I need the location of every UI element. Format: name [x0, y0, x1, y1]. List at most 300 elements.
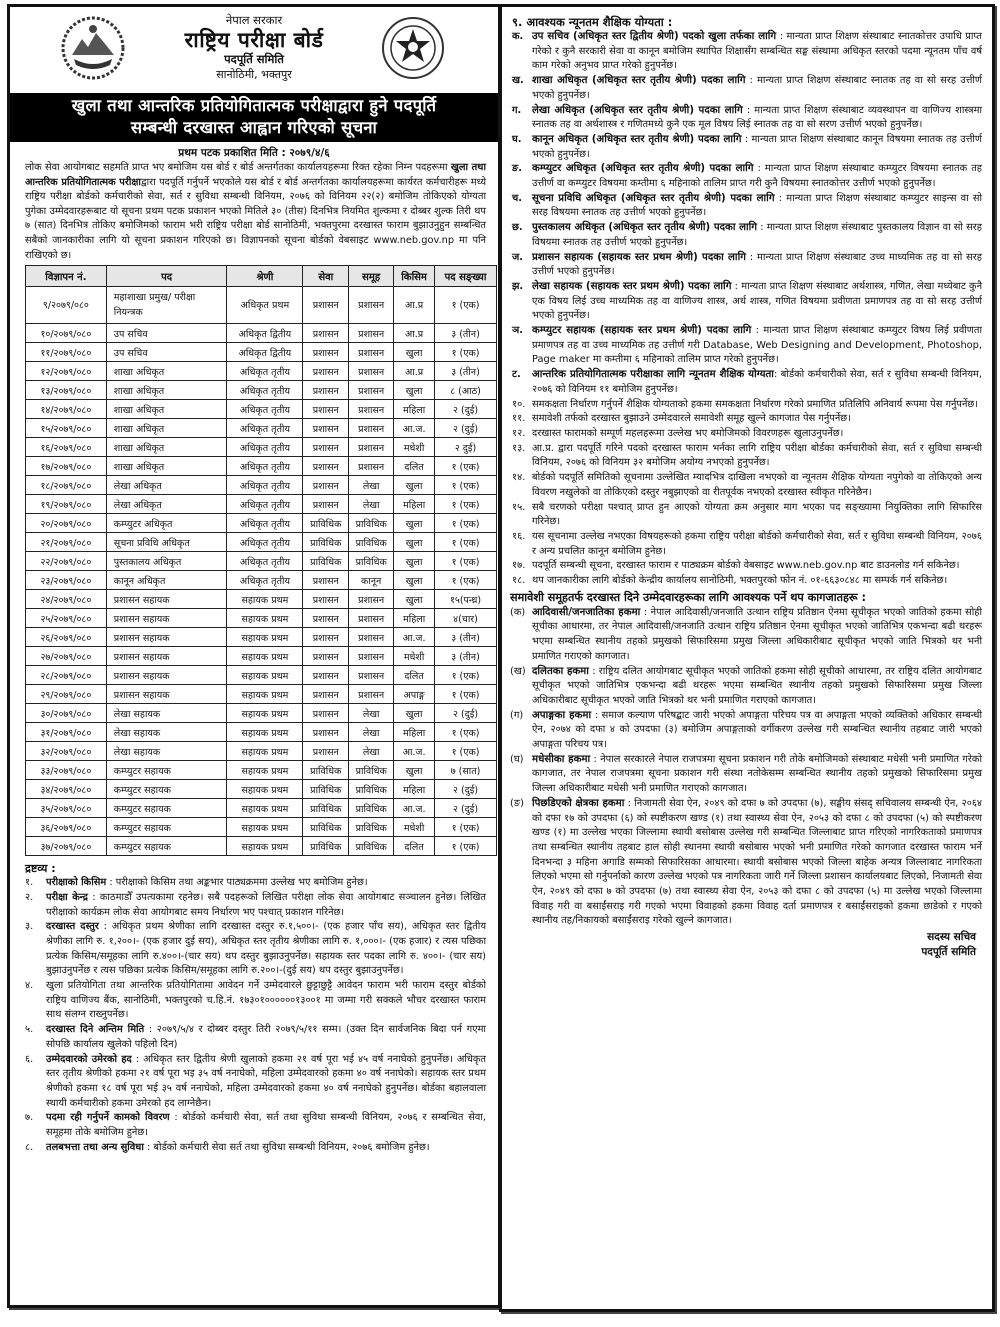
general-note-item [510, 471, 982, 500]
ad-number-cell: ३१/२०७९/०८० [26, 723, 107, 742]
ad-number-cell: ९/२०७९/०८० [26, 287, 107, 324]
item-title: आदिवासी/जनजातिका हकमा [532, 606, 641, 618]
table-row [26, 628, 497, 647]
col-header-service: सेवा [303, 266, 349, 287]
service-cell: प्राविधिक [303, 533, 349, 552]
general-note-item [510, 501, 982, 530]
level-cell: अधिकृत द्वितीय [227, 324, 303, 343]
post-count-cell: २ (दुई) [435, 799, 497, 818]
type-cell: खुला [394, 343, 435, 362]
type-cell: महिला [394, 609, 435, 628]
item-title: लेखा सहायक (सहायक स्तर प्रथम श्रेणी) पदका लागि [532, 280, 732, 292]
ad-number-cell: १३/२०७९/०८० [26, 381, 107, 400]
level-cell: अधिकृत तृतीय [227, 457, 303, 476]
neb-logo-icon [380, 15, 446, 81]
type-cell: मधेशी [394, 438, 435, 457]
banner-line-1: खुला तथा आन्तरिक प्रतियोगितात्मक परीक्षाद्वारा हुने पदपूर्ति [71, 96, 437, 115]
post-name-cell: कम्प्युटर सहायक [106, 799, 227, 818]
note-item [25, 1023, 486, 1052]
level-cell: अधिकृत तृतीय [227, 571, 303, 590]
signature-line-2: पदपूर्ति समिति [921, 946, 976, 959]
item-number: १३. [512, 442, 526, 454]
board-address: सानोठिमी, भक्तपुर [216, 68, 292, 81]
item-text: : मान्यता प्राप्त शिक्षण संस्थाबाट कम्प्युटर साइन्स वा सो सरह विषयमा स्नातक तह उत्तीर्ण भएको हुनुपर्नेछ। [532, 192, 982, 219]
inclusive-document-item [510, 709, 982, 753]
item-number: १२. [512, 427, 526, 439]
item-text: : मान्यता प्राप्त शिक्षण संस्थाबाट उच्च माध्यमिक तह वा सो सरह उत्तीर्ण भएको हुनुपर्नेछ। [532, 251, 982, 278]
post-count-cell: २ (दुई) [435, 400, 497, 419]
item-number: ६. [25, 1053, 34, 1065]
publication-date: प्रथम पटक प्रकाशित मिति : २०७९/४/६ [178, 147, 330, 159]
item-number: १७. [512, 560, 526, 572]
item-title: दरखास्त दस्तुर [46, 921, 99, 933]
item-text: खुला प्रतियोगिता तथा आन्तरिक प्रतियोगितामा आवेदन गर्ने उम्मेदवारले छुट्टाछुट्टै आवेदन फाराम भरी फाराम दस्तुर बोर्डको राष्ट्रिय वाणिज्य बैंक, सानोठिमी, भक्तपुरको च.हि.नं. १७३०१००००००१३००१ मा जम्मा गरी सक्कले भौचर दरखास्त फाराम साथ संलग्न राख्नुपर्नेछ। [46, 980, 486, 1021]
service-cell: प्रशासन [303, 343, 349, 362]
group-cell: प्रशासन [349, 343, 394, 362]
ad-number-cell: ३२/२०७९/०८० [26, 742, 107, 761]
post-count-cell: २ दुई) [435, 438, 497, 457]
signature-block [510, 930, 982, 960]
item-number: १०. [512, 398, 526, 410]
table-row [26, 495, 497, 514]
service-cell: प्राविधिक [303, 514, 349, 533]
table-row [26, 704, 497, 723]
ad-number-cell: २५/२०७९/०८० [26, 609, 107, 628]
qualification-item [510, 162, 982, 191]
ad-number-cell: ३०/२०७९/०८० [26, 704, 107, 723]
post-name-cell: लेखा सहायक [106, 723, 227, 742]
item-text: : अधिकृत स्तर द्वितीय श्रेणी खुलाको हकमा २१ वर्ष पूरा भई ४५ वर्ष ननाघेको हुनुपर्नेछ। अधिकृत स्तर तृतीय श्रेणीको हकमा २१ वर्ष पूरा भइ ३५ वर्ष ननाघेको, महिला उम्मेदवारको हकमा ४० वर्ष ननाघेको। सहायक स्तर प्रथम श्रेणीको हकमा १८ वर्ष पूरा भई ३५ वर्ष ननाघेको, महिला उम्मेदवारको हकमा ४० वर्ष ननाघेको हुनुपर्नेछ। बोर्डका बहालवाला स्थायी कर्मचारीको हकमा उमेरको हद लाग्नेछैन। [46, 1053, 486, 1109]
item-number: च. [512, 192, 522, 204]
group-cell: प्रशासन [349, 609, 394, 628]
group-cell: प्रशासन [349, 590, 394, 609]
item-text: बोर्डको पदपूर्ति समितिको सूचनामा उल्लेखित म्यादभित्र दाखिला नभएको वा न्यूनतम शैक्षिक योग्यता नपुगेको वा तोकिएको अन्य विवरण नखुलेको वा तोकिएको दस्तुर नबुझाएको वा रीतपूर्वक नभएको दरखास्त स्वीकृत गरिनेछैन। [532, 472, 982, 498]
signature-line-1: सदस्य सचिव [927, 931, 976, 944]
ad-number-cell: २२/२०७९/०८० [26, 552, 107, 571]
level-cell: अधिकृत तृतीय [227, 476, 303, 495]
group-cell: प्रशासन [349, 685, 394, 704]
type-cell: महिला [394, 495, 435, 514]
table-row [26, 533, 497, 552]
table-row [26, 476, 497, 495]
note-item [25, 920, 486, 979]
type-cell: खुला [394, 761, 435, 780]
service-cell: प्रशासन [303, 609, 349, 628]
item-title: परीक्षा केन्द्र [46, 891, 88, 903]
table-row [26, 723, 497, 742]
item-number: घ. [512, 133, 522, 145]
item-number: ग. [512, 104, 522, 116]
ad-number-cell: २९/२०७९/०८० [26, 685, 107, 704]
item-number: ८. [25, 1141, 34, 1153]
ad-number-cell: १७/२०७९/०८० [26, 457, 107, 476]
type-cell: दलित [394, 837, 435, 856]
item-text: दरखास्त फारामको सम्पूर्ण महलहरूमा उल्लेख भए बमोजिमको विवरणहरू खुलाउनुपर्नेछ। [532, 427, 844, 439]
type-cell: आ.ज. [394, 419, 435, 438]
col-header-level: श्रेणी [227, 266, 303, 287]
ad-number-cell: ३५/२०७९/०८० [26, 799, 107, 818]
item-text: : काठमाडौँ उपत्यकामा रहनेछ। सबै पदहरूको लिखित परीक्षा लोक सेवा आयोगबाट सञ्चालन हुनेछ। लिखित परीक्षाको कार्यक्रम लोक सेवा आयोगबाट समय निर्धारण भए पश्चात् प्रकाशन गरिनेछ। [46, 891, 486, 918]
service-cell: प्रशासन [303, 647, 349, 666]
notice-title-banner [10, 93, 498, 142]
item-number: १४. [512, 472, 526, 484]
inclusive-document-item [510, 665, 982, 709]
ad-number-cell: २८/२०७९/०८० [26, 666, 107, 685]
note-item [25, 876, 486, 891]
table-row [26, 647, 497, 666]
item-number: ३. [25, 921, 34, 933]
ad-number-cell: १०/२०७९/०८० [26, 324, 107, 343]
item-text: : निजामती सेवा ऐन, २०४९ को दफा ७ को उपदफा (७), सङ्घीय संसद् सचिवालय सम्बन्धी ऐन, २०६४ को दफा १७ को उपदफा (६) को स्पष्टीकरण खण्ड (१) तथा स्वास्थ्य सेवा ऐन, २०५३ को दफा ८ को उपदफा (५) को स्पष्टीकरण खण्ड (१) मा उल्लेख भएका जिल्लामा स्थायी बसोबास उल्लेख गरी सम्बन्धित जिल्लाबाट प्राप्त गरिएको नागरिकताको प्रमाणपत्र तथा सम्बन्धित स्थानीय तहबाट हाल सोही स्थानमा स्थायी बसोबास भएको भनी प्रमाणित गरेको कागजात दरखास्त फाराम भर्ने दिनभन्दा ३ महिना अगाडि सम्मको सिफारिसका आधारमा। स्थायी बसोबास भएको जिल्ला बाहेक अन्यत्र जिल्लाबाट नागरिकता लिएको भएमा सो गर्नुपर्नाको कारण उल्लेख भएको पत्र नागरिकता जारी गर्ने जिल्ला प्रशासन कार्यालयबाट लिएको, निजामती सेवा ऐन, २०४९ को दफा ७ को उपदफा (७) तथा स्वास्थ्य सेवा ऐन, २०५३ को दफा ८ को उपदफा (५) मा उल्लेख भएको जिल्लामा विवाह गरी वा बसाईंसराइ गरी गएको भएमा विवाहको हकमा विवाह दर्ता प्रमाणपत्र र बसाईंसराइको हकमा छाडेको र गएको स्थानीय तह/निकायको बसाईंसराइ गरेको खुल्ने कागजात। [532, 797, 983, 927]
ad-number-cell: २१/२०७९/०८० [26, 533, 107, 552]
general-notes-list [510, 398, 982, 589]
general-note-item [510, 398, 982, 413]
col-header-post: पद [106, 266, 227, 287]
post-count-cell: २ (दुई) [435, 419, 497, 438]
post-name-cell: प्रशासन सहायक [106, 685, 227, 704]
committee-name: पदपूर्ति समिति [224, 52, 284, 66]
level-cell: अधिकृत तृतीय [227, 495, 303, 514]
level-cell: सहायक प्रथम [227, 628, 303, 647]
type-cell: मधेशी [394, 818, 435, 837]
post-count-cell: १ (एक) [435, 666, 497, 685]
type-cell: मधेशी [394, 647, 435, 666]
level-cell: अधिकृत तृतीय [227, 552, 303, 571]
level-cell: अधिकृत तृतीय [227, 438, 303, 457]
ad-number-cell: २३/२०७९/०८० [26, 571, 107, 590]
post-name-cell: कम्प्युटर सहायक [106, 818, 227, 837]
post-count-cell: १ (एक) [435, 476, 497, 495]
service-cell: प्रशासन [303, 419, 349, 438]
item-text: : राष्ट्रिय दलित आयोगबाट सूचीकृत भएको जातिको हकमा सोही सूचीको आधारमा, तर राष्ट्रिय दलित आयोगबाट सूचीकृत भएको जातिभित्र एकभन्दा बढी थरहरू भएमा सम्बन्धित स्थानीय तहको प्रमुखको सिफारिसमा प्रमुख जिल्ला अधिकारीबाट सूचीकृत भएको जाति भित्रको थर भनी प्रमाणित गराएको कागजात। [532, 665, 982, 706]
type-cell: दलित [394, 457, 435, 476]
item-title: उप सचिव (अधिकृत स्तर द्वितीय श्रेणी) पदको खुला तर्फका लागि [532, 31, 777, 42]
item-number: क. [512, 31, 524, 42]
level-cell: सहायक प्रथम [227, 590, 303, 609]
type-cell: खुला [394, 514, 435, 533]
item-number: १६. [512, 530, 526, 542]
type-cell: आ.प्र [394, 287, 435, 324]
group-cell: कानून [349, 571, 394, 590]
intro-text-1: लोक सेवा आयोगबाट सहमति प्राप्त भए बमोजिम यस बोर्ड र बोर्ड अन्तर्गतका कार्यालयहरूमा रिक्त रहेका निम्न पदहरूमा [25, 162, 451, 173]
post-count-cell: ३ (तीन) [435, 324, 497, 343]
item-text: : मान्यता प्राप्त शिक्षण संस्थाबाट अर्थशास्त्र, गणित, लेखा मध्येबाट कुनै एक विषय लिई उच्च माध्यमिक तह वा वाणिज्य शास्त्र, अर्थ शास्त्र, गणित विषयमा प्रवीणता प्रमाणपत्र तह वा सो सरह उत्तीर्ण भएको हुनुपर्नेछ। [532, 280, 983, 322]
item-text: : मान्यता प्राप्त शिक्षण संस्थाबाट कानून विषयमा स्नातक तह उत्तीर्ण भएको हुनुपर्नेछ। [532, 133, 982, 160]
item-number: (क) [510, 606, 526, 618]
group-cell: प्रशासन [349, 457, 394, 476]
table-row [26, 761, 497, 780]
qualification-item [510, 280, 982, 324]
post-count-cell: १ (एक) [435, 837, 497, 856]
group-cell: प्रशासन [349, 666, 394, 685]
service-cell: प्राविधिक [303, 552, 349, 571]
group-cell: लेखा [349, 495, 394, 514]
table-row [26, 837, 497, 856]
post-name-cell: कम्प्युटर सहायक [106, 761, 227, 780]
item-number: ख. [512, 75, 524, 87]
table-row [26, 343, 497, 362]
service-cell: प्राविधिक [303, 818, 349, 837]
post-name-cell: शाखा अधिकृत [106, 438, 227, 457]
table-row [26, 799, 497, 818]
post-name-cell: शाखा अधिकृत [106, 400, 227, 419]
level-cell: सहायक प्रथम [227, 704, 303, 723]
item-number: (घ) [510, 753, 524, 765]
general-note-item [510, 427, 982, 442]
table-row [26, 818, 497, 837]
group-cell: लेखा [349, 704, 394, 723]
item-text: : मान्यता प्राप्त शिक्षण संस्थाबाट स्नातक तह वा सो सरह उत्तीर्ण भएको हुनुपर्नेछ। [532, 75, 982, 101]
note-item [25, 1141, 486, 1156]
item-text: : अधिकृत प्रथम श्रेणीका लागि दरखास्त दस्तुर रु.१,५००।- (एक हजार पाँच सय), अधिकृत स्तर द्वितीय श्रेणीका लागि रु. १,२००।- (एक हजार दुई सय), अधिकृत स्तर तृतीय श्रेणीका लागि रु. १,०००।- (एक हजार) र त्यस पछिका प्रत्येक किसिम/समूहका लागि रु.४००।-(चार सय) थप दस्तुर बुझाउनुपर्नेछ। सहायक स्तर पदका लागि रु. ४००।- (चार सय) बुझाउनुपर्नेछ र त्यस पछिका प्रत्येक किसिम/समूहका लागि रु.२००।-(दुई सय) थप दस्तुर बुझाउनुपर्नेछ। [46, 921, 486, 977]
group-cell: प्राविधिक [349, 818, 394, 837]
item-text: : बोर्डको कर्मचारी सेवा, सर्त तथा सुविधा सम्बन्धी विनियम, २०७६ र सम्बन्धित सेवा, समूहमा तोके बमोजिम हुनेछ। [46, 1112, 486, 1139]
table-row [26, 571, 497, 590]
board-name: राष्ट्रिय परीक्षा बोर्ड [184, 28, 324, 52]
table-row [26, 287, 497, 324]
item-title: दलितका हकमा [532, 665, 589, 677]
level-cell: अधिकृत तृतीय [227, 514, 303, 533]
item-text: यस सूचनामा उल्लेख नभएका विषयहरूको हकमा राष्ट्रिय परीक्षा बोर्डको कर्मचारीको सेवा, सर्त र सुविधा सम्बन्धी विनियम, २०७६ र अन्य प्रचलित कानून बमोजिम हुनेछ। [532, 530, 982, 557]
table-row [26, 438, 497, 457]
item-text: : २०७९/५/४ र दोब्बर दस्तुर तिरी २०७९/५/११ सम्म। (उक्त दिन सार्वजनिक बिदा पर्न गएमा सोपछि कार्यालय खुलेको पहिलो दिन) [46, 1024, 486, 1050]
post-count-cell: १ (एक) [435, 723, 497, 742]
general-note-item [510, 574, 982, 589]
service-cell: प्रशासन [303, 438, 349, 457]
post-name-cell: कम्प्युटर सहायक [106, 780, 227, 799]
level-cell: सहायक प्रथम [227, 647, 303, 666]
service-cell: प्रशासन [303, 704, 349, 723]
item-title: पिछडिएको क्षेत्रका हकमा [532, 797, 625, 809]
type-cell: महिला [394, 400, 435, 419]
post-name-cell: शाखा अधिकृत [106, 362, 227, 381]
post-count-cell: ८ (आठ) [435, 381, 497, 400]
table-row [26, 609, 497, 628]
post-name-cell: पुस्तकालय अधिकृत [106, 552, 227, 571]
qualifications-title: ९. आवश्यक न्यूनतम शैक्षिक योग्यता : [512, 15, 673, 29]
level-cell: सहायक प्रथम [227, 609, 303, 628]
item-title: तलबभत्ता तथा अन्य सुविधा [46, 1141, 144, 1153]
service-cell: प्राविधिक [303, 780, 349, 799]
ad-number-cell: २७/२०७९/०८० [26, 647, 107, 666]
type-cell: खुला [394, 571, 435, 590]
table-row [26, 685, 497, 704]
col-header-ad-no: विज्ञापन नं. [26, 266, 107, 287]
note-item [25, 1053, 486, 1112]
post-name-cell: लेखा सहायक [106, 704, 227, 723]
item-title: पुस्तकालय अधिकृत (अधिकृत स्तर तृतीय श्रेणी) पदका लागि [532, 222, 758, 234]
item-number: (ङ) [510, 797, 524, 809]
ad-number-cell: ११/२०७९/०८० [26, 343, 107, 362]
col-header-group: समूह [349, 266, 394, 287]
post-name-cell: सूचना प्रविधि अधिकृत [106, 533, 227, 552]
note-item [25, 1111, 486, 1140]
level-cell: सहायक प्रथम [227, 837, 303, 856]
vacancy-table-body [26, 287, 497, 856]
level-cell: सहायक प्रथम [227, 818, 303, 837]
item-number: छ. [512, 222, 523, 234]
type-cell: आ.ज. [394, 742, 435, 761]
post-count-cell: २ (दुई) [435, 780, 497, 799]
table-row [26, 514, 497, 533]
item-number: २. [25, 891, 34, 903]
type-cell: खुला [394, 552, 435, 571]
item-number: ङ. [512, 163, 522, 175]
ad-number-cell: ३३/२०७९/०८० [26, 761, 107, 780]
service-cell: प्रशासन [303, 495, 349, 514]
post-name-cell: उप सचिव [106, 343, 227, 362]
group-cell: प्राविधिक [349, 514, 394, 533]
type-cell: खुला [394, 704, 435, 723]
service-cell: प्रशासन [303, 590, 349, 609]
general-note-item [510, 412, 982, 427]
group-cell: प्रशासन [349, 381, 394, 400]
level-cell: सहायक प्रथम [227, 780, 303, 799]
item-text: आ.प्र. द्वारा पदपूर्ति गरिने पदको दरखास्त फाराम भर्नका लागि राष्ट्रिय परीक्षा बोर्डका कर्मचारीको सेवा, सर्त र सुविधा सम्बन्धी विनियम, २०७६ को विनियम ३२ बमोजिम अयोग्य नभएको हुनुपर्नेछ। [532, 442, 982, 469]
inclusive-document-item [510, 606, 982, 665]
table-row [26, 362, 497, 381]
col-header-type: किसिम [394, 266, 435, 287]
post-name-cell: शाखा अधिकृत [106, 457, 227, 476]
item-title: अपाङ्गका हकमा [532, 709, 592, 721]
right-column [499, 4, 995, 1312]
item-text: समकक्षता निर्धारण गर्नुपर्ने शैक्षिक योग्यताको हकमा समकक्षता निर्धारण गरेको प्रमाणित प्रतिलिपि अनिवार्य रूपमा पेस गर्नुपर्नेछ। [532, 398, 978, 410]
item-text: सबै चरणको परीक्षा पश्चात् प्राप्त हुन आएको योग्यता क्रम अनुसार माग भएका पद सङ्ख्यामा नियुक्तिका लागि सिफारिस गरिनेछ। [532, 501, 982, 528]
left-column [7, 4, 501, 1308]
service-cell: प्रशासन [303, 742, 349, 761]
post-count-cell: १ (एक) [435, 818, 497, 837]
ad-number-cell: १८/२०७९/०८० [26, 476, 107, 495]
group-cell: प्राविधिक [349, 761, 394, 780]
item-number: ज. [512, 251, 523, 263]
post-count-cell: १ (एक) [435, 533, 497, 552]
post-count-cell: ३ (तीन) [435, 628, 497, 647]
notes-title: द्रष्टव्य : [25, 862, 56, 876]
item-number: १८. [512, 575, 526, 587]
general-note-item [510, 559, 982, 574]
item-text: : परीक्षाको किसिम तथा अङ्कभार पाठ्यक्रममा उल्लेख भए बमोजिम हुनेछ। [106, 877, 368, 889]
item-text: : समाज कल्याण परिषद्बाट जारी भएको अपाङ्गता परिचय पत्र वा अपाङ्गता भएको व्यक्तिको अधिकार सम्बन्धी ऐन, २०७४ को दफा ४ को उपदफा (३) बमोजिम अपाङ्गताको वर्गीकरण उल्लेख गरी सम्बन्धित स्थानीय तहबाट जारी भएको अपाङ्गता परिचय पत्र। [532, 709, 982, 751]
item-number: ५. [25, 1024, 34, 1036]
post-name-cell: लेखा सहायक [106, 742, 227, 761]
level-cell: सहायक प्रथम [227, 666, 303, 685]
level-cell: अधिकृत तृतीय [227, 400, 303, 419]
service-cell: प्राविधिक [303, 837, 349, 856]
group-cell: प्राविधिक [349, 837, 394, 856]
post-name-cell: प्रशासन सहायक [106, 666, 227, 685]
service-cell: प्रशासन [303, 381, 349, 400]
type-cell: खुला [394, 476, 435, 495]
post-name-cell: लेखा अधिकृत [106, 495, 227, 514]
group-cell: प्राविधिक [349, 552, 394, 571]
qualification-item [510, 251, 982, 280]
group-cell: लेखा [349, 723, 394, 742]
item-text: : बोर्डको कर्मचारीको सेवा, सर्त र सुविधा सम्बन्धी विनियम, २०७६ को विनियम ११ बमोजिम हुनुपर्नेछ। [532, 369, 982, 395]
ad-number-cell: १४/२०७९/०८० [26, 400, 107, 419]
ad-number-cell: १९/२०७९/०८० [26, 495, 107, 514]
post-count-cell: १ (एक) [435, 343, 497, 362]
inclusive-document-item [510, 797, 982, 929]
item-title: कम्प्युटर सहायक (सहायक स्तर प्रथम श्रेणी) पदका लागि [532, 325, 752, 337]
table-header-row [26, 266, 497, 287]
level-cell: अधिकृत तृतीय [227, 362, 303, 381]
notes-list [10, 876, 498, 1155]
service-cell: प्रशासन [303, 400, 349, 419]
group-cell: प्रशासन [349, 362, 394, 381]
service-cell: प्राविधिक [303, 799, 349, 818]
qualification-item [510, 104, 982, 133]
post-count-cell: १ (एक) [435, 742, 497, 761]
item-title: शाखा अधिकृत (अधिकृत स्तर तृतीय श्रेणी) पदका लागि [532, 75, 746, 87]
banner-line-2: सम्बन्धी दरखास्त आह्वान गरिएको सूचना [130, 118, 378, 137]
nepal-government-emblem-icon [60, 15, 126, 81]
note-item [25, 891, 486, 920]
group-cell: प्रशासन [349, 287, 394, 324]
post-count-cell: १ (एक) [435, 571, 497, 590]
qualification-item [510, 30, 982, 74]
post-name-cell: कम्प्युटर अधिकृत [106, 514, 227, 533]
item-number: ञ. [512, 325, 523, 337]
vacancy-table [25, 265, 497, 856]
item-title: कानून अधिकृत (अधिकृत स्तर तृतीय श्रेणी) पदका लागि [532, 133, 742, 145]
level-cell: सहायक प्रथम [227, 742, 303, 761]
level-cell: अधिकृत तृतीय [227, 419, 303, 438]
service-cell: प्रशासन [303, 685, 349, 704]
table-row [26, 590, 497, 609]
col-header-count: पद सङ्ख्या [435, 266, 497, 287]
group-cell: प्रशासन [349, 419, 394, 438]
qualification-item [510, 221, 982, 250]
post-count-cell: १ (एक) [435, 457, 497, 476]
post-count-cell: १ (एक) [435, 552, 497, 571]
service-cell: प्रशासन [303, 457, 349, 476]
post-count-cell: २ (दुई) [435, 704, 497, 723]
government-name: नेपाल सरकार [225, 13, 283, 27]
post-name-cell: कानून अधिकृत [106, 571, 227, 590]
item-text: : मान्यता प्राप्त शिक्षण संस्थाबाट कम्प्युटर विषयमा स्नातक तह उत्तीर्ण वा कम्प्युटर विषयमा कम्तीमा ६ महिनाको तालिम प्राप्त गरी कुनै विषयमा स्नातकोत्तर उत्तीर्ण भएको हुनुपर्नेछ। [532, 163, 982, 190]
service-cell: प्राविधिक [303, 761, 349, 780]
item-title: मधेसीका हकमा [532, 753, 591, 765]
qualification-item [510, 192, 982, 221]
post-count-cell: ४(चार) [435, 609, 497, 628]
table-row [26, 324, 497, 343]
level-cell: सहायक प्रथम [227, 723, 303, 742]
item-number: १. [25, 877, 34, 889]
group-cell: प्रशासन [349, 628, 394, 647]
table-row [26, 457, 497, 476]
group-cell: लेखा [349, 742, 394, 761]
level-cell: सहायक प्रथम [227, 685, 303, 704]
post-name-cell: उप सचिव [106, 324, 227, 343]
ad-number-cell: १२/२०७९/०८० [26, 362, 107, 381]
level-cell: सहायक प्रथम [227, 799, 303, 818]
item-text: समावेशी तर्फको दरखास्त बुझाउने उम्मेदवारले समावेशी समूह खुल्ने कागजात पेस गर्नुपर्नेछ। [532, 413, 851, 425]
post-name-cell: शाखा अधिकृत [106, 419, 227, 438]
post-count-cell: १ (एक) [435, 685, 497, 704]
item-text: : नेपाल आदिवासी/जनजाति उत्थान राष्ट्रिय प्रतिष्ठान ऐनमा सूचीकृत भएको जातिको हकमा सोही सूचीका आधारमा, तर नेपाल आदिवासी/जनजाति उत्थान राष्ट्रिय प्रतिष्ठान ऐनमा सूचीकृत भएको जातिभित्र एकभन्दा बढी थरहरू भएमा सम्बन्धित स्थानीय तहको प्रमुखको सिफारिसमा प्रमुख जिल्ला अधिकारीबाट सूचीकृत भएको जाति भित्रको थर भनी प्रमाणित गराएको कागजात। [532, 606, 982, 662]
ad-number-cell: २४/२०७९/०८० [26, 590, 107, 609]
inclusive-documents-list [510, 606, 982, 929]
post-count-cell: १ (एक) [435, 514, 497, 533]
item-number: ट. [512, 369, 521, 381]
item-title: उम्मेदवारको उमेरको हद [46, 1053, 132, 1065]
type-cell: दलित [394, 666, 435, 685]
table-row [26, 419, 497, 438]
item-number: १५. [512, 501, 526, 513]
post-count-cell: ३ (तीन) [435, 647, 497, 666]
general-note-item [510, 442, 982, 471]
type-cell: खुला [394, 381, 435, 400]
